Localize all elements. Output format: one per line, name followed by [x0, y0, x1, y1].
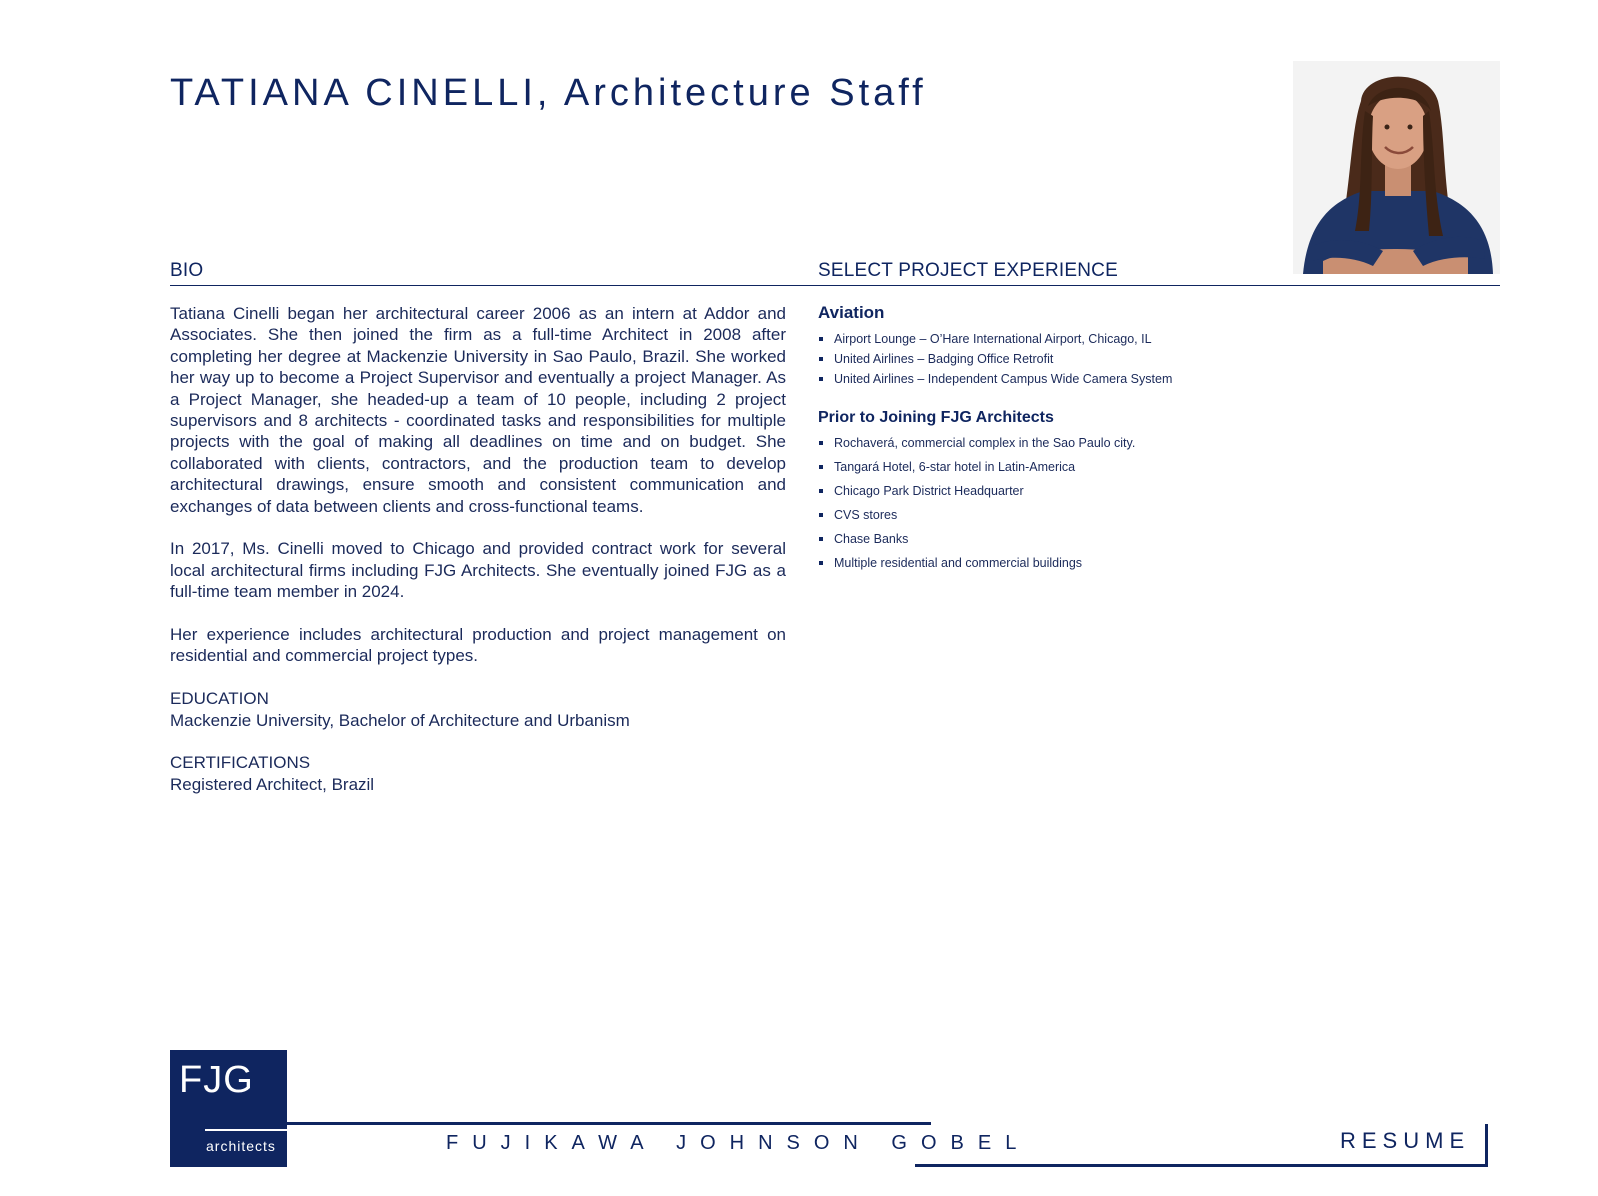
fjg-logo: [170, 1050, 287, 1167]
logo-subtext: architects: [206, 1138, 276, 1154]
page-title: TATIANA CINELLI, Architecture Staff: [170, 72, 927, 114]
list-item: Airport Lounge – O’Hare International Airport, Chicago, IL: [818, 329, 1498, 349]
bio-column: [170, 303, 786, 817]
list-item: Chicago Park District Headquarter: [818, 481, 1498, 505]
bio-paragraph-3: Her experience includes architectural production and project management on residential and commercial project types.: [170, 625, 786, 666]
bio-heading: BIO: [170, 260, 204, 281]
project-experience-heading: SELECT PROJECT EXPERIENCE: [818, 260, 1118, 281]
aviation-list: [818, 329, 1498, 389]
footer-rule-vertical: [1485, 1124, 1488, 1167]
certifications-label: CERTIFICATIONS: [170, 753, 311, 773]
list-item: CVS stores: [818, 505, 1498, 529]
section-divider: [170, 285, 1500, 286]
education-value: Mackenzie University, Bachelor of Architecture and Urbanism: [170, 710, 630, 730]
aviation-title: Aviation: [818, 303, 885, 322]
prior-experience-list: [818, 433, 1498, 577]
list-item: Tangará Hotel, 6-star hotel in Latin-America: [818, 457, 1498, 481]
footer-rule-upper: [287, 1122, 931, 1125]
list-item: Rochaverá, commercial complex in the Sao Paulo city.: [818, 433, 1498, 457]
logo-text: FJG: [179, 1059, 254, 1101]
list-item: Multiple residential and commercial buildings: [818, 553, 1498, 577]
bio-paragraph-2: In 2017, Ms. Cinelli moved to Chicago and provided contract work for several local architectural firms including FJG Architects. She eventually joined FJG as a full-time team member in 2024.: [170, 539, 786, 602]
list-item: United Airlines – Independent Campus Wide Camera System: [818, 369, 1498, 389]
portrait-photo: [1293, 61, 1500, 274]
education-label: EDUCATION: [170, 689, 269, 709]
project-column: [818, 303, 1498, 577]
logo-divider: [205, 1129, 287, 1131]
prior-experience-title: Prior to Joining FJG Architects: [818, 409, 1054, 426]
firm-name: FUJIKAWA JOHNSON GOBEL: [446, 1132, 1031, 1154]
list-item: United Airlines – Badging Office Retrofit: [818, 349, 1498, 369]
document-type-label: RESUME: [1340, 1128, 1471, 1153]
footer-rule-lower: [915, 1164, 1487, 1167]
list-item: Chase Banks: [818, 529, 1498, 553]
certifications-value: Registered Architect, Brazil: [170, 774, 375, 794]
bio-paragraph-1: Tatiana Cinelli began her architectural career 2006 as an intern at Addor and Associates. She then joined the firm as a full-time Architect in 2008 after completing her degree at Mackenzie University in Sao Paulo, Brazil. She worked her way up to become a Project Supervisor and eventually a project Manager. As a Project Manager, she headed-up a team of 10 people, including 2 project supervisors and 8 architects - coordinated tasks and responsibilities for multiple projects with the goal of making all deadlines on time and on budget. She collaborated with clients, contractors, and the production team to develop architectural drawings, ensure smooth and consistent communication and exchanges of data between clients and cross-functional teams.: [170, 304, 786, 516]
